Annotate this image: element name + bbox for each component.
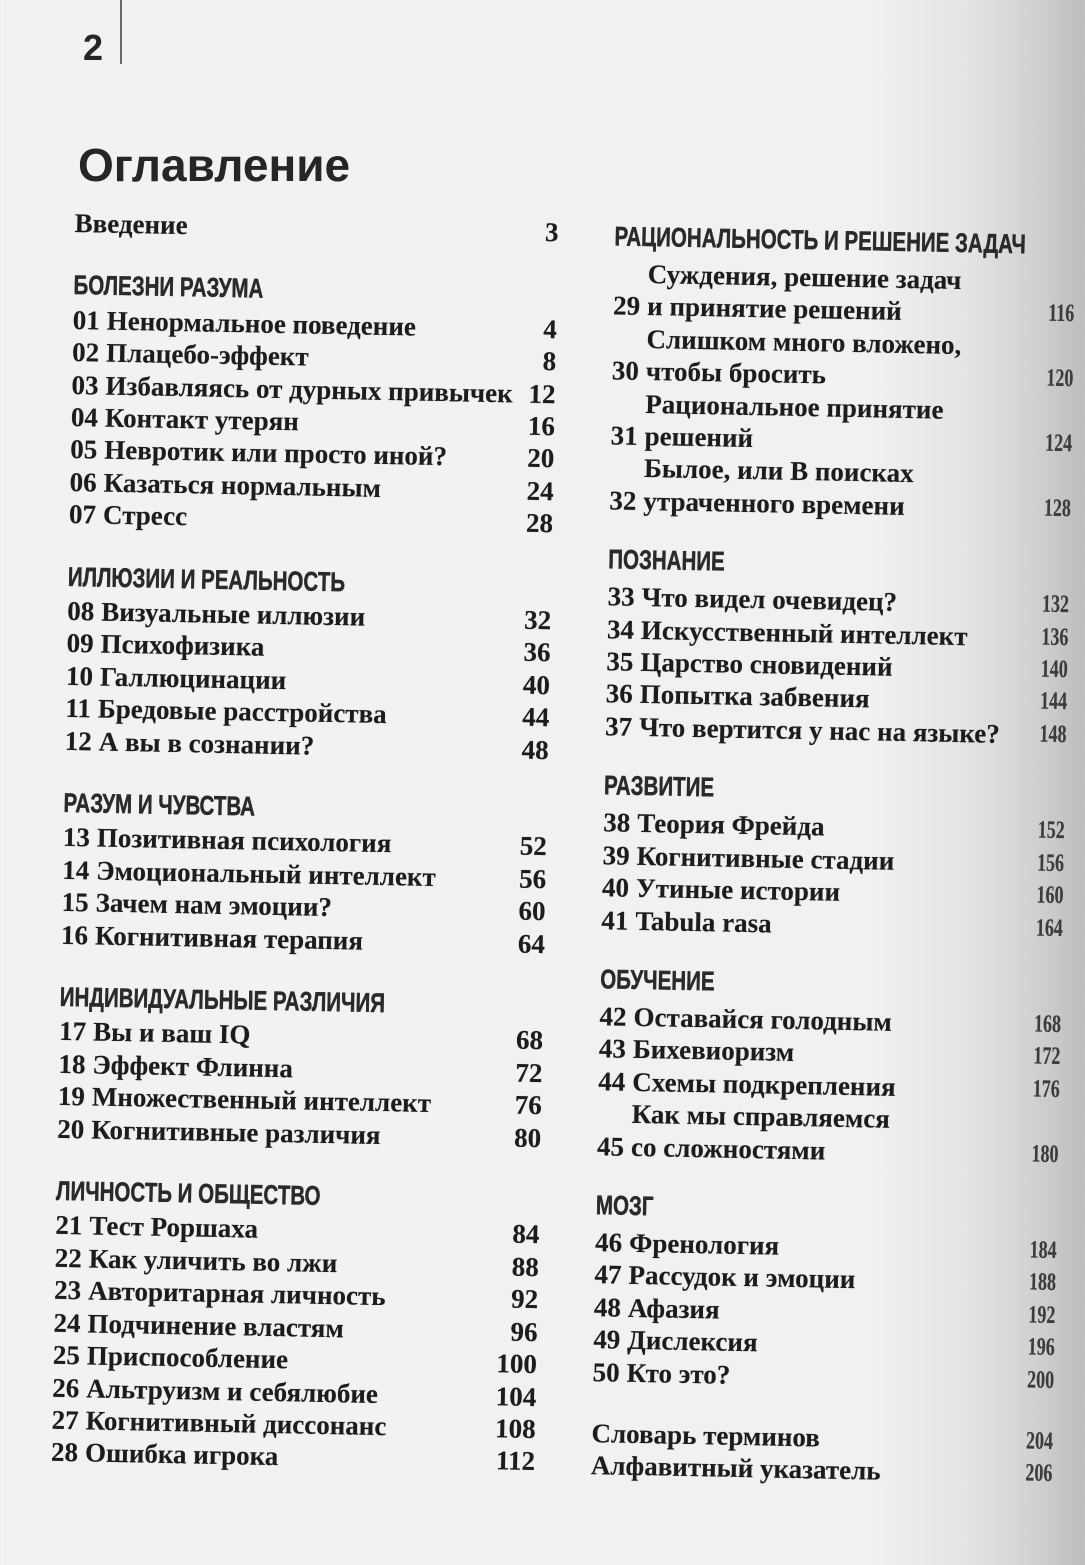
- chapter-title-line: Стресс: [102, 499, 188, 532]
- page-number: 124: [1044, 429, 1072, 458]
- page-number: 140: [1040, 655, 1068, 684]
- toc-section: [57, 979, 544, 1154]
- chapter-title-line: Оставайся голодным: [633, 1001, 893, 1037]
- toc-entry-introduction: [74, 207, 559, 249]
- page-number: 176: [1031, 1075, 1060, 1103]
- section-heading: [614, 215, 1076, 266]
- toc-left-column: [51, 207, 559, 1478]
- chapter-title-line: Психофизика: [100, 629, 265, 663]
- page-number: 156: [1036, 849, 1064, 877]
- page-number: 136: [1040, 623, 1069, 651]
- chapter-number: 19: [57, 1081, 86, 1112]
- page-title: Оглавление: [78, 139, 351, 191]
- chapter-number: 26: [52, 1372, 80, 1403]
- chapter-title: [631, 1098, 1022, 1170]
- chapter-title-line: Контакт утерян: [104, 402, 300, 437]
- chapter-number: 23: [53, 1275, 82, 1306]
- page-number: 160: [1035, 881, 1064, 910]
- chapter-number: 21: [55, 1210, 83, 1241]
- page-number: 36: [523, 637, 551, 668]
- chapter-title-line: Рациональное принятие: [645, 388, 944, 425]
- section-heading-text: РАЗВИТИЕ: [603, 770, 715, 803]
- chapter-title: [635, 904, 1025, 944]
- page-number: 48: [521, 734, 549, 765]
- chapter-title-line: Зачем нам эмоции?: [95, 887, 333, 923]
- chapter-title-line: Подчинение властям: [87, 1308, 345, 1344]
- chapter-number: 04: [70, 401, 99, 433]
- chapter-title: [639, 711, 1029, 751]
- chapter-title-line: Что вертится у нас на языке?: [638, 711, 1001, 749]
- chapter-number: 22: [54, 1242, 83, 1274]
- chapter-title-line: Плацебо-эффект: [105, 337, 309, 372]
- chapter-number: 49: [593, 1324, 621, 1355]
- chapter-title-line: Афазия: [627, 1292, 720, 1325]
- chapter-title: Алфавитный указатель: [590, 1450, 881, 1487]
- section-heading-text: ПОЗНАНИЕ: [608, 544, 726, 577]
- section-heading-text: РАЦИОНАЛЬНОСТЬ И РЕШЕНИЕ ЗАДАЧ: [614, 221, 1027, 260]
- page-number: 60: [518, 895, 546, 927]
- page-number: 3: [544, 217, 559, 248]
- chapter-title: [643, 452, 1034, 524]
- page-number: 28: [525, 507, 554, 539]
- chapter-number: 20: [57, 1113, 85, 1145]
- toc-section: [609, 215, 1076, 525]
- chapter-number: 28: [50, 1437, 79, 1468]
- chapter-number: 06: [69, 466, 98, 498]
- page-number: 100: [496, 1348, 538, 1380]
- page-number: 180: [1030, 1140, 1059, 1168]
- chapter-title: Введение: [74, 207, 188, 241]
- chapter-title: Словарь терминов: [591, 1418, 821, 1453]
- section-heading-text: ОБУЧЕНИЕ: [599, 964, 715, 997]
- chapter-number: 29: [612, 290, 641, 322]
- chapter-title-line: Множественный интеллект: [91, 1081, 432, 1119]
- page-number: 200: [1026, 1366, 1054, 1394]
- chapter-title-line: Суждения, решение задач: [647, 259, 962, 296]
- chapter-number: 07: [68, 499, 97, 530]
- page-number: 76: [514, 1089, 543, 1121]
- chapter-title-line: Попытка забвения: [639, 679, 870, 714]
- chapter-title-line: Бредовые расстройства: [97, 693, 387, 730]
- chapter-title-line: Приспособление: [86, 1340, 289, 1375]
- chapter-title-line: Вы и ваш IQ: [92, 1016, 251, 1050]
- chapter-title-line: Эффект Флинна: [92, 1049, 294, 1084]
- section-heading-text: МОЗГ: [595, 1190, 654, 1222]
- chapter-title: [626, 1356, 1016, 1396]
- back-matter: [591, 1417, 1053, 1491]
- chapter-number: 34: [606, 613, 635, 645]
- toc-entry: [597, 1097, 1059, 1171]
- chapter-title-line: Кто это?: [626, 1357, 731, 1390]
- chapter-title-line: Ненормальное поведение: [106, 305, 417, 342]
- chapter-title-line: Казаться нормальным: [103, 467, 382, 503]
- page-number: 92: [510, 1283, 539, 1315]
- page-number: 196: [1027, 1333, 1055, 1362]
- toc-section: [597, 958, 1062, 1171]
- chapter-number: 14: [61, 854, 90, 886]
- chapter-number: 05: [70, 434, 98, 465]
- toc-section: [601, 765, 1065, 945]
- page-number: 64: [517, 928, 546, 959]
- page-number: 172: [1032, 1042, 1061, 1071]
- page-gutter-line: [120, 0, 122, 64]
- chapter-title-line: Эмоциональный интеллект: [95, 855, 437, 892]
- page-number: 144: [1039, 688, 1067, 716]
- page-number: 44: [522, 701, 550, 733]
- page-number: 104: [495, 1380, 537, 1412]
- chapter-number: 41: [601, 904, 629, 936]
- toc-section: [605, 539, 1070, 752]
- chapter-title-line: Теория Фрейда: [636, 808, 825, 842]
- chapter-title-line: Как мы справляемся: [631, 1098, 891, 1134]
- page-number: 152: [1036, 816, 1065, 845]
- toc-sections: [592, 215, 1075, 1397]
- page-number: 84: [512, 1219, 540, 1250]
- page-number: 80: [513, 1122, 542, 1153]
- page-number: 204: [1025, 1427, 1053, 1455]
- page-number: 96: [510, 1316, 538, 1347]
- page-number: 206: [1024, 1459, 1053, 1488]
- page-number-header: 2: [83, 27, 104, 68]
- toc-right-column: [591, 215, 1076, 1490]
- chapter-title-line: Невротик или просто иной?: [104, 435, 448, 472]
- chapter-title-line: Tabula rasa: [635, 905, 772, 939]
- page-number: 88: [511, 1251, 540, 1282]
- page-number: 112: [495, 1445, 536, 1477]
- chapter-number: 37: [604, 711, 633, 742]
- section-heading-text: ИЛЛЮЗИИ И РЕАЛЬНОСТЬ: [67, 561, 346, 597]
- chapter-number: 15: [61, 887, 89, 918]
- page-number: 72: [515, 1057, 543, 1089]
- chapter-number: 31: [610, 420, 638, 451]
- chapter-number: 02: [71, 337, 100, 368]
- page-number: 164: [1035, 914, 1063, 942]
- chapter-title-line: Когнитивный диссонанс: [85, 1405, 387, 1442]
- chapter-title-line: утраченного времени: [643, 485, 905, 521]
- chapter-number: 16: [60, 919, 89, 951]
- chapter-title-line: Слишком много вложено,: [646, 323, 962, 360]
- toc-sections: [51, 267, 558, 1477]
- chapter-title-line: со сложностями: [630, 1131, 826, 1166]
- toc-entry: [610, 387, 1072, 461]
- chapter-number: 43: [598, 1033, 627, 1065]
- page-number: 120: [1045, 364, 1074, 393]
- chapter-number: 46: [594, 1227, 623, 1258]
- table-of-contents: [50, 207, 1076, 1516]
- chapter-title-line: Галлюцинации: [99, 661, 287, 695]
- chapter-title-line: Что видел очевидец?: [641, 582, 898, 618]
- chapter-title-line: Когнитивные стадии: [636, 840, 895, 876]
- page-number: 4: [542, 313, 558, 345]
- chapter-title-line: Ошибка игрока: [84, 1437, 279, 1472]
- page-number: 184: [1028, 1236, 1057, 1264]
- toc-entry: [613, 257, 1075, 331]
- chapter-title-line: Визуальные иллюзии: [100, 596, 366, 632]
- chapter-number: 32: [609, 485, 637, 516]
- page-number: 16: [527, 410, 556, 442]
- chapter-title-line: Когнитивная терапия: [94, 920, 364, 956]
- page-number: 32: [523, 604, 552, 636]
- page-number: 132: [1041, 590, 1069, 619]
- chapter-number: 42: [599, 1001, 627, 1032]
- chapter-title-line: Тест Роршаха: [89, 1210, 259, 1245]
- chapter-title-line: чтобы бросить: [645, 356, 827, 390]
- chapter-title-line: Дислексия: [627, 1324, 758, 1358]
- toc-section: [592, 1184, 1057, 1397]
- section-heading-text: БОЛЕЗНИ РАЗУМА: [73, 270, 264, 305]
- chapter-number: 01: [72, 304, 101, 336]
- chapter-title: [103, 499, 527, 540]
- chapter-number: 17: [58, 1016, 87, 1047]
- toc-entry: [609, 452, 1071, 526]
- chapter-title-line: Позитивная психология: [96, 822, 392, 859]
- section-heading-text: ЛИЧНОСТЬ И ОБЩЕСТВО: [55, 1175, 321, 1211]
- chapter-title-line: и принятие решений: [646, 291, 903, 327]
- toc-section: [51, 1173, 541, 1478]
- chapter-title: [85, 1437, 497, 1477]
- page-number: 128: [1043, 494, 1071, 523]
- page-number: 20: [526, 443, 555, 474]
- chapter-number: 48: [593, 1291, 622, 1323]
- chapter-title-line: Царство сновидений: [640, 647, 893, 682]
- page-number: 12: [528, 378, 556, 409]
- chapter-number: 12: [64, 725, 93, 757]
- chapter-title-line: Альтруизм и себялюбие: [86, 1372, 379, 1409]
- chapter-number: 09: [66, 628, 94, 659]
- chapter-title: [91, 1113, 515, 1154]
- chapter-title-line: Авторитарная личность: [87, 1275, 386, 1312]
- chapter-title-line: решений: [644, 421, 754, 454]
- section-heading-text: ИНДИВИДУАЛЬНЫЕ РАЗЛИЧИЯ: [59, 981, 386, 1019]
- chapter-title-line: Когнитивные различия: [91, 1114, 381, 1150]
- toc-section: [69, 267, 558, 539]
- page-number: 116: [1047, 300, 1075, 328]
- chapter-number: 27: [51, 1404, 79, 1436]
- chapter-number: 24: [53, 1307, 81, 1339]
- chapter-title: [647, 258, 1039, 330]
- chapter-title-line: Схемы подкрепления: [632, 1066, 896, 1102]
- chapter-title-line: Избавляясь от дурных привычек: [105, 370, 514, 409]
- chapter-number: 39: [602, 839, 630, 871]
- chapter-title-line: Былое, или В поисках: [643, 453, 914, 489]
- section-heading: [600, 958, 1062, 1009]
- chapter-number: 03: [71, 369, 99, 401]
- chapter-number: 40: [601, 872, 630, 903]
- chapter-title: [644, 388, 1035, 460]
- chapter-number: 08: [66, 595, 95, 627]
- chapter-title-line: Искусственный интеллект: [640, 614, 968, 651]
- page-number: 40: [522, 669, 551, 701]
- chapter-title-line: Френология: [628, 1227, 780, 1261]
- page-number: 8: [542, 346, 557, 377]
- chapter-number: 36: [605, 678, 634, 710]
- toc-section: [64, 559, 552, 767]
- page-number: 148: [1038, 720, 1067, 748]
- toc-section: [61, 785, 548, 960]
- chapter-title-line: Утиные истории: [635, 872, 841, 907]
- chapter-number: 18: [58, 1048, 86, 1080]
- section-heading: [608, 539, 1070, 590]
- chapter-number: 44: [598, 1065, 626, 1097]
- page-number: 188: [1028, 1268, 1056, 1297]
- chapter-number: 13: [62, 822, 91, 853]
- page-number: 192: [1027, 1301, 1056, 1329]
- chapter-title: [95, 919, 519, 960]
- chapter-title: [98, 725, 522, 766]
- chapter-number: 45: [596, 1130, 625, 1162]
- chapter-number: 33: [607, 581, 635, 613]
- chapter-number: 47: [594, 1259, 622, 1291]
- chapter-title: [646, 323, 1037, 395]
- page-number: 168: [1033, 1010, 1061, 1038]
- chapter-title-line: Бихевиоризм: [632, 1034, 795, 1068]
- page-number: 24: [526, 475, 554, 507]
- chapter-title-line: Рассудок и эмоции: [628, 1260, 856, 1295]
- chapter-number: 35: [606, 646, 634, 677]
- chapter-title-line: Как уличить во лжи: [88, 1243, 338, 1279]
- chapter-title-line: А вы в сознании?: [98, 726, 315, 761]
- chapter-number: 30: [611, 355, 640, 387]
- toc-entry: [612, 322, 1074, 396]
- chapter-number: 25: [52, 1339, 81, 1371]
- page-number: 56: [518, 863, 547, 895]
- section-heading-text: РАЗУМ И ЧУВСТВА: [63, 787, 256, 822]
- section-heading: [604, 765, 1066, 816]
- chapter-number: 50: [592, 1356, 621, 1388]
- page-number: 52: [519, 831, 548, 862]
- page-number: 68: [515, 1025, 544, 1056]
- chapter-number: 38: [602, 807, 631, 839]
- chapter-number: 11: [65, 693, 92, 724]
- chapter-number: 10: [65, 660, 94, 692]
- page-number: 108: [494, 1413, 536, 1444]
